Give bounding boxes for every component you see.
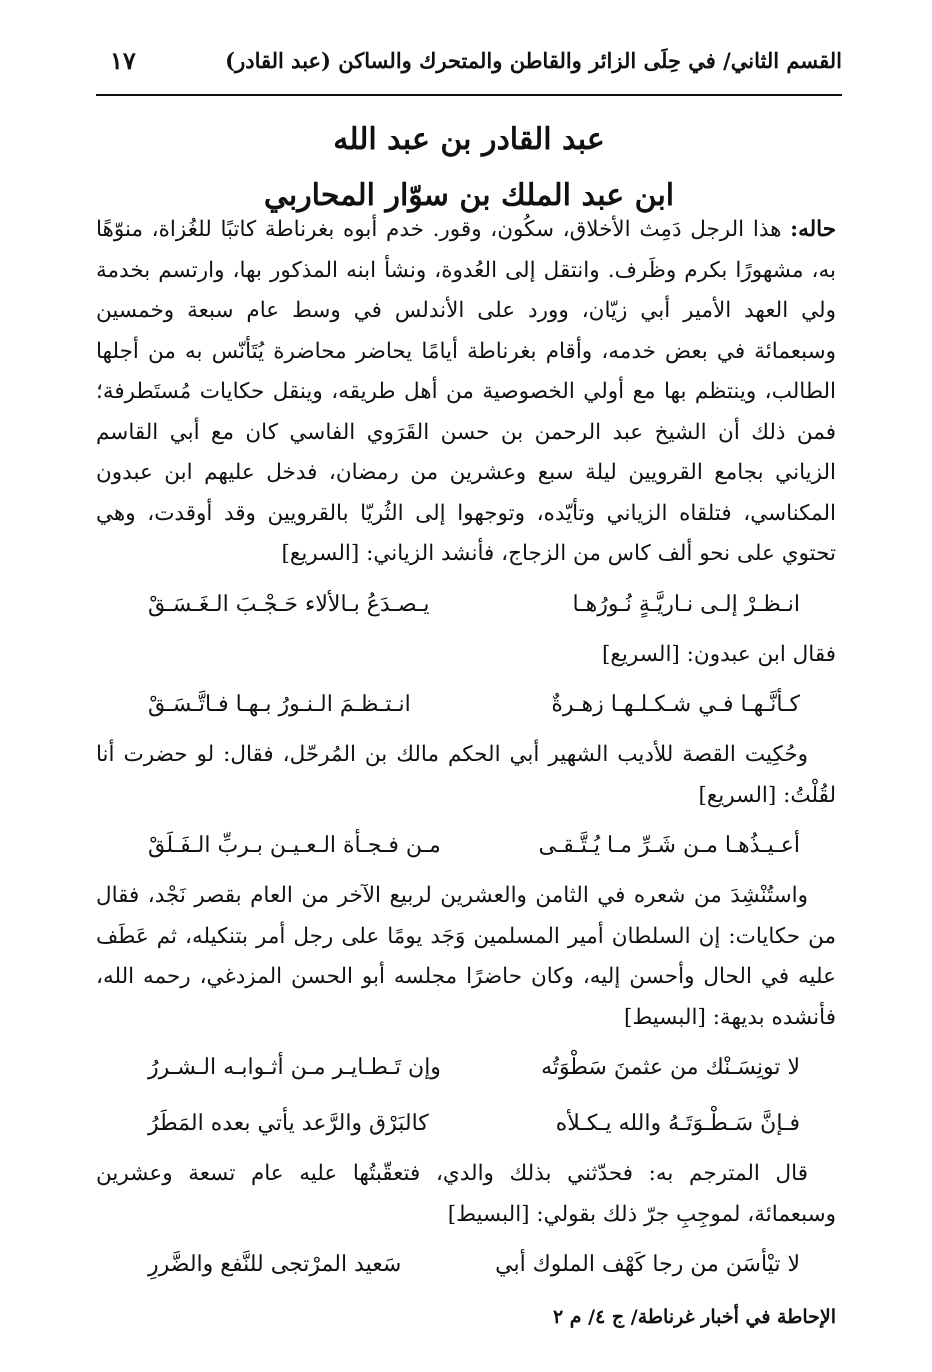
- meter-label: [البسيط]: [447, 1201, 530, 1227]
- verse-first-hemistich: فـإنَّ سَـطْـوَتَـهُ والله يـكـلأه: [555, 1111, 800, 1136]
- paragraph-biography: [96, 210, 836, 575]
- meter-label: [السريع]: [281, 541, 360, 566]
- paragraph-text: وحُكِيت القصة للأديب الشهير أبي الحكم مالك بن المُرحّل، فقال: لو حضرت أنا لقُلْتُ:: [96, 742, 836, 808]
- verse-first-hemistich: أعـيـذُهـا مـن شَـرِّ مـا يُـتَّـقـى: [538, 833, 800, 858]
- verse-line: [96, 1239, 836, 1291]
- verse-second-hemistich: وإن تَـطـايـر مـن أثـوابـه الـشـررُ: [148, 1055, 441, 1080]
- page-body: [96, 210, 836, 1295]
- meter-label: [البسيط]: [623, 1004, 706, 1030]
- verse-first-hemistich: لا تونِسَـنْك من عثمنَ سَطْوَتُه: [541, 1055, 800, 1080]
- verse-second-hemistich: سَعيد المرْتجى للنَّفع والضَّررِ: [148, 1252, 402, 1277]
- paragraph-ibn-abdun: [96, 635, 836, 676]
- verse-line: [96, 1042, 836, 1094]
- paragraph-translator-note: [96, 1154, 836, 1235]
- paragraph-text: هذا الرجل دَمِث الأخلاق، سكُون، وقور. خدم أبوه بغرناطة كاتبًا للغُزاة، منوّهًا به، مشهورًا بكرم وظَرف. وانتقل إلى العُدوة، ونشأ ابنه المذكور بها، وارتسم بخدمة ولي العهد الأمير أبي زيّان، وورد على الأندلس في وسط عام سبعة وخمسين وسبعمائة في بعض خدمه، وأقام بغرناطة أيامًا يحاضر محاضرة يُتَأنّس به من أجلها الطالب، وينتظم بها مع أولي الخصوصية من أهل طريقه، وينقل حكايات مُستَطرفة؛ فمن ذلك أن الشيخ عبد الرحمن بن حسن القَرَوي الفاسي كان مع أبي القاسم الزياني بجامع القرويين ليلة سبع وعشرين من رمضان، فدخل عليهم ابن عبدون المكناسي، فتلقاه الزياني وتأيّده، وتوجهوا إلى الثُريّا بالقرويين وقد أوقدت، وهي تحتوي على نحو ألف كاس من الزجاج، فأنشد الزياني:: [96, 217, 836, 566]
- section-label: حاله:: [790, 217, 836, 242]
- verse-second-hemistich: يـصـدَعُ بـالألاء حَـجْـبَ الـغَـسَـقْ: [148, 591, 430, 617]
- entry-title-block: [96, 112, 842, 224]
- verse-line: [96, 1098, 836, 1150]
- verse-first-hemistich: كـأنَّـهـا فـي شـكـلـهـا زهـرةٌ: [551, 692, 800, 717]
- verse-line: [96, 679, 836, 731]
- meter-label: [السريع]: [698, 782, 777, 808]
- verse-second-hemistich: كالبَرْق والرَّعد يأتي بعده المَطَرُ: [148, 1111, 429, 1136]
- verse-second-hemistich: انـتـظـمَ الـنـورُ بـهـا فـاتَّـسَـقْ: [148, 692, 411, 717]
- entry-title-line-2: ابن عبد الملك بن سوّار المحاربي: [263, 178, 675, 213]
- paragraph-recitation: [96, 876, 836, 1038]
- page-footer: الإحاطة في أخبار غرناطة/ ج ٤/ م ٢: [552, 1306, 836, 1328]
- paragraph-text: قال المترجم به: فحدّثني بذلك والدي، فتعقّبتُها عليه عام تسعة وعشرين وسبعمائة، لموجِبِ جرّ ذلك بقولي:: [96, 1161, 836, 1227]
- running-title: القسم الثاني/ في حِلَى الزائر والقاطن والمتحرك والساكن (عبد القادر): [225, 48, 842, 73]
- verse-line: [96, 579, 836, 631]
- meter-label: [السريع]: [602, 641, 680, 667]
- verse-first-hemistich: لا تيْأسَن من رجا كَهْف الملوك أبي: [495, 1252, 800, 1277]
- paragraph-text: واستُنْشِدَ من شعره في الثامن والعشرين لربيع الآخر من العام بقصر نَجْد، فقال من حكايات: إن السلطان أمير المسلمين وَجَد يومًا على رجل أمر بتنكيله، ثم عَطَف عليه في الحال وأحسن إليه، وكان حاضرًا مجلسه أبو الحسن المزدغي، رحمه الله، فأنشده بديهة:: [96, 883, 836, 1030]
- page-number: ١٧: [110, 46, 136, 75]
- entry-title-line-1: عبد القادر بن عبد الله: [333, 122, 605, 157]
- verse-line: [96, 820, 836, 872]
- verse-second-hemistich: مـن فـجـأة الـعـيـن بـربِّ الـفَـلَقْ: [148, 833, 441, 858]
- paragraph-text: فقال ابن عبدون:: [686, 641, 836, 667]
- page-header: [96, 44, 842, 96]
- verse-first-hemistich: انـظـرْ إلـى نـاريَّـةٍ نُـورُهـا: [572, 591, 800, 617]
- paragraph-ibn-murahhal: [96, 735, 836, 816]
